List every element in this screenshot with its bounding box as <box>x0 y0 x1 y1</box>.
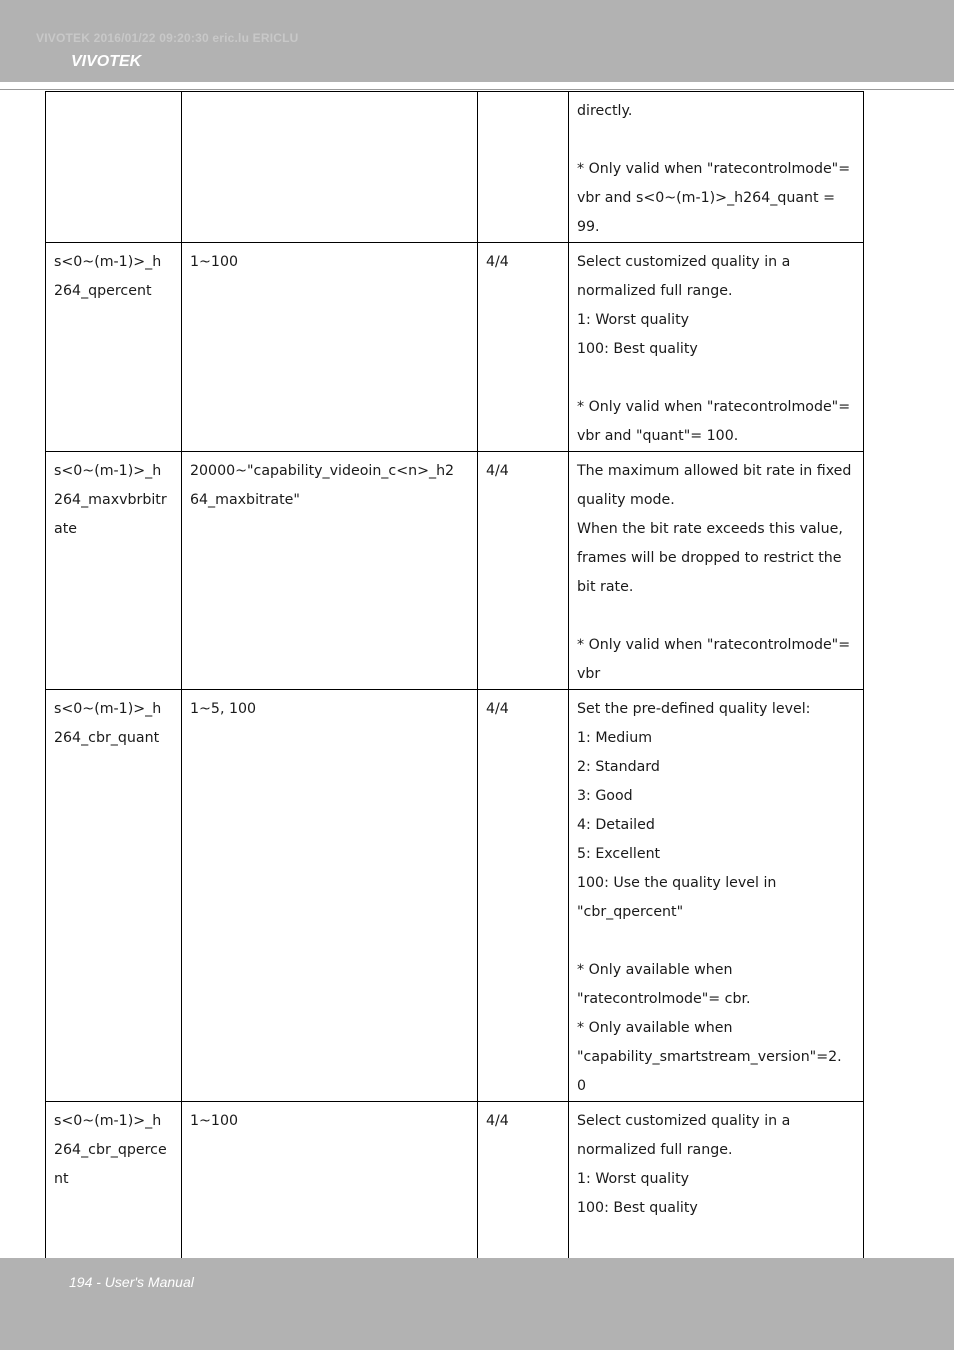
cell-text-line: s<0~(m-1)>_h <box>54 463 162 479</box>
cell-text-line: 264_cbr_qperce <box>54 1142 167 1158</box>
cell-text-line <box>577 927 855 956</box>
cell-text-line: s<0~(m-1)>_h <box>54 254 162 270</box>
param-description-cell <box>569 452 864 690</box>
cell-text-line: 1: Worst quality <box>577 1171 690 1187</box>
cell-text-line: 1~100 <box>190 1113 238 1129</box>
param-name-cell <box>46 243 182 452</box>
cell-text-line: When the bit rate exceeds this value, <box>577 521 843 537</box>
cell-text-line: ate <box>54 521 77 537</box>
param-value-cell <box>182 690 478 1102</box>
cell-text-line: The maximum allowed bit rate in fixed <box>577 463 852 479</box>
cell-text-line: 20000~"capability_videoin_c<n>_h2 <box>190 463 455 479</box>
cell-text-line: nt <box>54 1171 69 1187</box>
param-name-cell <box>46 452 182 690</box>
param-security-cell <box>478 92 569 243</box>
cell-text-line: directly. <box>577 103 633 119</box>
cell-text-line: 1: Worst quality <box>577 312 690 328</box>
cell-text-line: "capability_smartstream_version"=2. <box>577 1049 842 1065</box>
cell-text-line: 4/4 <box>486 254 509 270</box>
param-description-cell <box>569 243 864 452</box>
param-value-cell <box>182 243 478 452</box>
cell-text-line: normalized full range. <box>577 1142 733 1158</box>
cell-text-line: * Only valid when "ratecontrolmode"= <box>577 399 851 415</box>
parameter-table <box>45 91 864 1282</box>
watermark-text: VIVOTEK 2016/01/22 09:20:30 eric.lu ERICLU <box>36 31 299 45</box>
cell-text-line: 264_qpercent <box>54 283 152 299</box>
cell-text-line: 4/4 <box>486 1113 509 1129</box>
cell-text-line: * Only available when <box>577 962 733 978</box>
param-value-cell <box>182 92 478 243</box>
cell-text-line <box>577 126 855 155</box>
param-security-cell <box>478 690 569 1102</box>
table-row <box>46 452 864 690</box>
cell-text-line: 4: Detailed <box>577 817 655 833</box>
param-security-cell <box>478 1102 569 1282</box>
cell-text-line: * Only valid when "ratecontrolmode"= <box>577 161 851 177</box>
cell-text-line: Select customized quality in a <box>577 1113 791 1129</box>
cell-text-line: s<0~(m-1)>_h <box>54 1113 162 1129</box>
cell-text-line: Select customized quality in a <box>577 254 791 270</box>
cell-text-line: vbr and s<0~(m-1)>_h264_quant = <box>577 190 835 206</box>
param-name-cell <box>46 92 182 243</box>
param-security-cell <box>478 243 569 452</box>
table-row <box>46 690 864 1102</box>
cell-text-line: 64_maxbitrate" <box>190 492 300 508</box>
param-security-cell <box>478 452 569 690</box>
cell-text-line: vbr and "quant"= 100. <box>577 428 739 444</box>
cell-text-line: * Only valid when "ratecontrolmode"= <box>577 637 851 653</box>
cell-text-line: quality mode. <box>577 492 675 508</box>
cell-text-line: 1~100 <box>190 254 238 270</box>
cell-text-line: bit rate. <box>577 579 634 595</box>
table-row <box>46 1102 864 1282</box>
cell-text-line: frames will be dropped to restrict the <box>577 550 842 566</box>
param-description-cell <box>569 92 864 243</box>
cell-text-line: 0 <box>577 1078 587 1094</box>
param-name-cell <box>46 1102 182 1282</box>
cell-text-line: 1: Medium <box>577 730 653 746</box>
param-value-cell <box>182 1102 478 1282</box>
cell-text-line: s<0~(m-1)>_h <box>54 701 162 717</box>
parameter-table-body <box>46 92 864 1282</box>
cell-text-line: 264_maxvbrbitr <box>54 492 167 508</box>
cell-text-line <box>577 1223 855 1252</box>
param-name-cell <box>46 690 182 1102</box>
cell-text-line: "cbr_qpercent" <box>577 904 684 920</box>
param-value-cell <box>182 452 478 690</box>
cell-text-line: 1~5, 100 <box>190 701 257 717</box>
cell-text-line: 100: Use the quality level in <box>577 875 777 891</box>
cell-text-line: 2: Standard <box>577 759 660 775</box>
cell-text-line: 99. <box>577 219 600 235</box>
param-description-cell <box>569 690 864 1102</box>
cell-text-line: 100: Best quality <box>577 1200 698 1216</box>
cell-text-line <box>577 364 855 393</box>
cell-text-line: 4/4 <box>486 463 509 479</box>
param-description-cell <box>569 1102 864 1282</box>
cell-text-line: Set the pre-defined quality level: <box>577 701 811 717</box>
cell-text-line: "ratecontrolmode"= cbr. <box>577 991 751 1007</box>
table-row <box>46 243 864 452</box>
cell-text-line: vbr <box>577 666 601 682</box>
cell-text-line <box>577 602 855 631</box>
cell-text-line: 5: Excellent <box>577 846 661 862</box>
header-divider <box>0 89 954 90</box>
cell-text-line: 4/4 <box>486 701 509 717</box>
table-row <box>46 92 864 243</box>
cell-text-line: 3: Good <box>577 788 633 804</box>
cell-text-line: normalized full range. <box>577 283 733 299</box>
cell-text-line: 264_cbr_quant <box>54 730 160 746</box>
cell-text-line: 100: Best quality <box>577 341 698 357</box>
page-header <box>0 0 954 82</box>
cell-text-line: * Only available when <box>577 1020 733 1036</box>
page-number-label: 194 - User's Manual <box>69 1274 194 1290</box>
brand-logo-text: VIVOTEK <box>71 53 142 70</box>
page-footer <box>0 1258 954 1350</box>
